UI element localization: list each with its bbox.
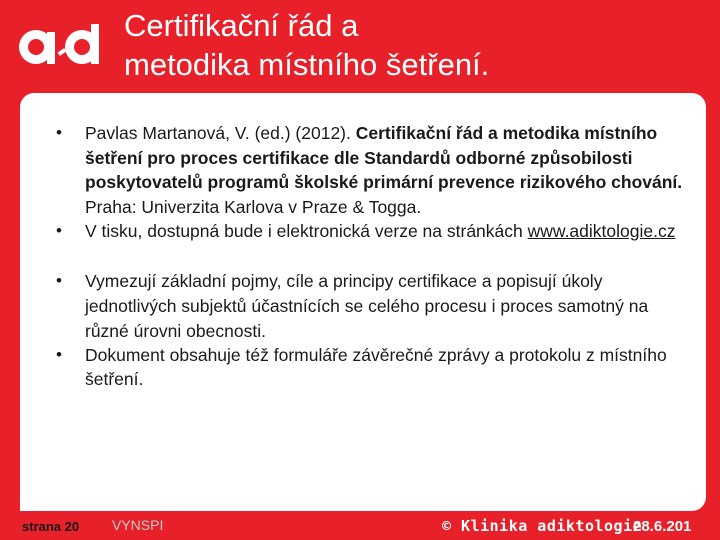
- bullet-text: [85, 219, 696, 244]
- slide-title: [124, 6, 704, 84]
- bullet-text: [85, 121, 696, 219]
- citation-authors: Pavlas Martanová, V. (ed.) (2012).: [85, 123, 356, 143]
- website-link[interactable]: www.adiktologie.cz: [527, 220, 676, 241]
- bullet-text: Vymezují základní pojmy, cíle a principy certifikace a popisují úkoly jednotlivých subjektů účastnících se celého procesu i proces samotný na různé úrovni obecnosti.: [85, 271, 649, 341]
- bullet-text-prefix: V tisku, dostupná bude i elektronická verze na stránkách: [85, 220, 528, 241]
- bullet-item: [56, 121, 696, 219]
- footer-project: VYNSPI: [112, 517, 164, 533]
- citation-title: Certifikační řád a metodika místního šetření pro proces certifikace dle Standardů odborné způsobilosti poskytovatelů programů školské primární prevence rizikového chování.: [85, 123, 683, 193]
- bullet-item: [56, 269, 696, 343]
- bullet-item: [56, 219, 696, 244]
- bullet-dot: •: [56, 344, 62, 364]
- bullet-dot: •: [56, 271, 62, 291]
- bullet-text: Dokument obsahuje též formuláře závěrečné zprávy a protokolu z místního šetření.: [85, 344, 667, 390]
- title-line-1: Certifikační řád a: [124, 8, 359, 43]
- footer-date: 28.6.201: [633, 518, 692, 535]
- spacer: [56, 243, 696, 269]
- page-number: strana 20: [22, 519, 80, 534]
- bullet-dot: •: [56, 220, 62, 240]
- title-line-2: metodika místního šetření.: [124, 47, 490, 82]
- footer-brand: © Klinika adiktologie: [442, 517, 643, 535]
- bullet-list: [56, 121, 696, 392]
- citation-publisher: Praha: Univerzita Karlova v Praze & Togga.: [85, 196, 422, 217]
- ad-logo-icon: [14, 20, 104, 68]
- bullet-item: [56, 343, 696, 392]
- footer: [0, 511, 720, 540]
- bullet-dot: •: [56, 123, 62, 142]
